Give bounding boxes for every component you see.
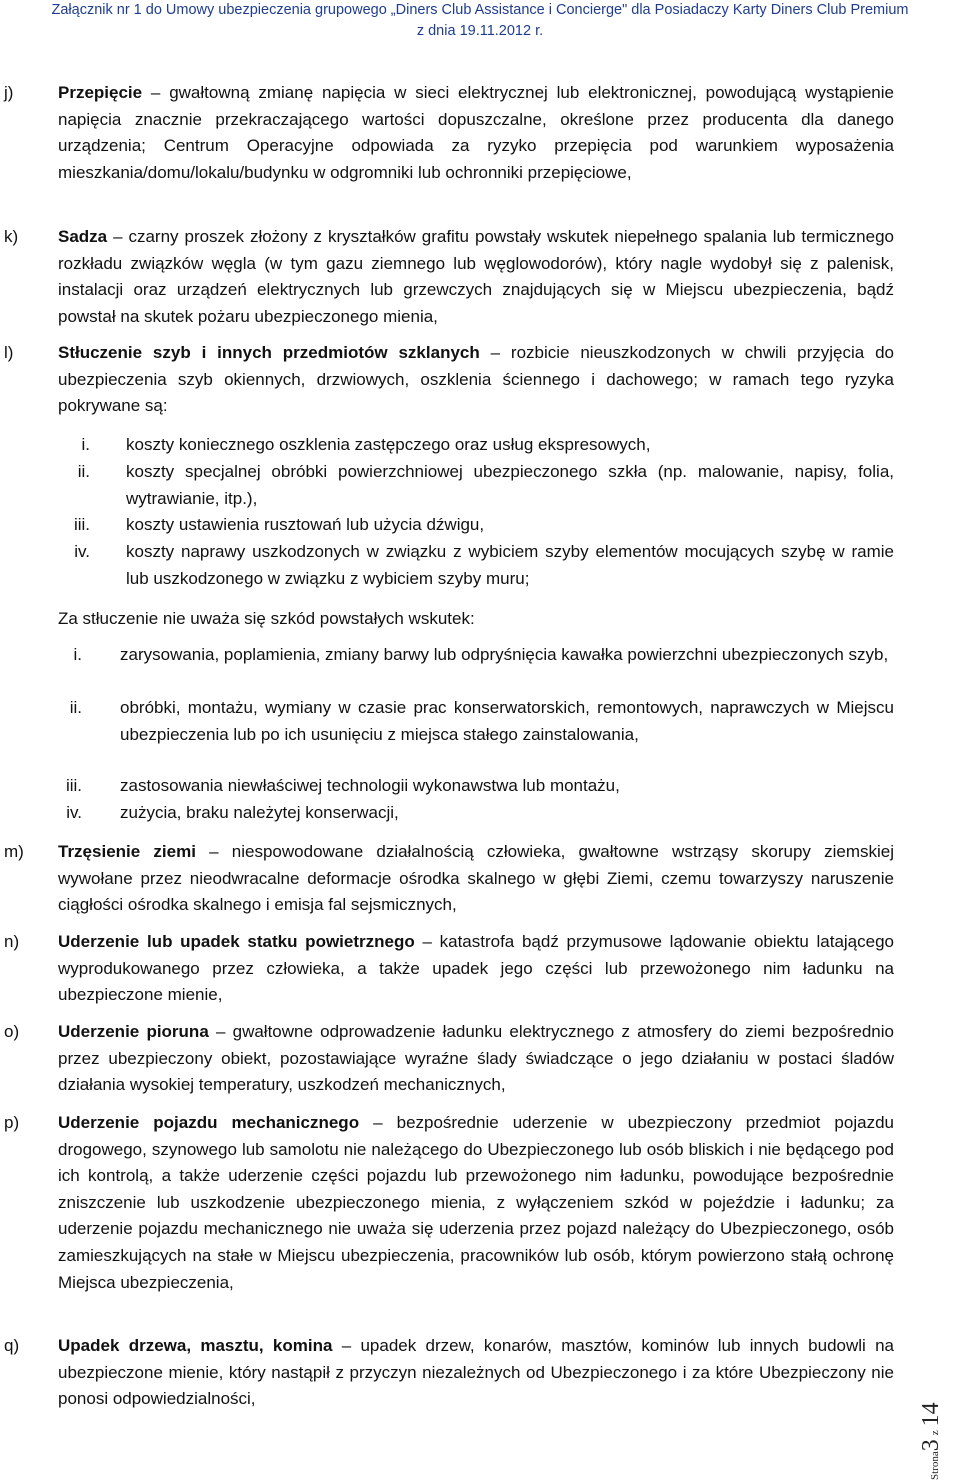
definition-term: Uderzenie lub upadek statku powietrznego (58, 932, 415, 951)
definition-text (58, 1333, 894, 1413)
definition-label: j) (4, 83, 14, 102)
total-pages: 14 (918, 1402, 944, 1427)
header-date: z dnia 19.11.2012 r. (416, 23, 544, 39)
definition-term: Upadek drzewa, masztu, komina (58, 1336, 333, 1355)
list-number: i. (81, 435, 90, 454)
list-text: koszty specjalnej obróbki powierzchniowej ubezpieczonego szkła (np. malowanie, napisy, folia, wytrawianie, itp.), (126, 462, 894, 508)
definition-text (58, 839, 894, 919)
definition-label: n) (4, 932, 20, 951)
definition-text (58, 80, 894, 186)
list-text: zużycia, braku należytej konserwacji, (120, 803, 399, 822)
page-number (918, 1260, 960, 1480)
definition-text (58, 1019, 894, 1099)
definition-body: – rozbicie nieuszkodzonych w chwili przyjęcia do ubezpieczenia szyb okiennych, drzwiowych, oszklenia ściennego i dachowego; w ramach tego ryzyka pokrywane są: (58, 343, 894, 416)
definition-label: l) (4, 343, 14, 362)
document-header (0, 0, 960, 42)
definition-body: – katastrofa bądź przymusowe lądowanie obiektu latającego wyprodukowanego przez człowieka, a także upadek jego części lub przewożonego nim ładunku na ubezpieczone mienie, (58, 932, 894, 1005)
definition-label: m) (4, 842, 24, 861)
definition-text (58, 929, 894, 1009)
definition-body: – czarny proszek złożony z kryształków grafitu powstały wskutek niepełnego spalania lub termicznego rozkładu związków węgla (w tym gazu ziemnego lub węglowodorów), który nagle wydobył się z palenisk, instalacji oraz urządzeń elektrycznych lub grzewczych znajdujących się w Miejscu ubezpieczenia, bądź powstał na skutek pożaru ubezpieczonego mienia, (58, 227, 894, 326)
list-text: obróbki, montażu, wymiany w czasie prac konserwatorskich, remontowych, naprawczych w Miejscu ubezpieczenia lub po ich usunięciu z miejsca stałego zainstalowania, (120, 698, 894, 744)
list-text: zastosowania niewłaściwej technologii wykonawstwa lub montażu, (120, 776, 620, 795)
definition-label: p) (4, 1113, 20, 1132)
definition-text (58, 224, 894, 330)
definition-term: Sadza (58, 227, 108, 246)
list-number: iv. (74, 542, 90, 561)
list-text: zarysowania, poplamienia, zmiany barwy lub odpryśnięcia kawałka powierzchni ubezpieczonych szyb, (120, 645, 889, 664)
definition-body: – bezpośrednie uderzenie w ubezpieczony przedmiot pojazdu drogowego, szynowego lub samolotu nie należącego do Ubezpieczonego lub osób bliskich i nie będącego pod ich kontrolą, a także uderzenie części pojazdu lub przewożonego nim ładunku, powodujące bezpośrednie zniszczenie lub uszkodzenie ubezpieczonego mienia, z wyłączeniem szkód w pojeździe i ładunku; za uderzenie pojazdu mechanicznego nie uważa się uderzenia przez pojazd należący do Ubezpieczonego, osób zamieszkujących na stałe w Miejscu ubezpieczenia, pracowników lub osób, którym powierzono stałą ochronę Miejsca ubezpieczenia, (58, 1113, 894, 1292)
definition-body: – niespowodowane działalnością człowieka, gwałtowne wstrząsy skorupy ziemskiej wywołane przez nieodwracalne deformacje ośrodka skalnego w głębi Ziemi, czemu towarzyszy naruszenie ciągłości ośrodka skalnego i emisja fal sejsmicznych, (58, 842, 894, 915)
definition-body: – gwałtowną zmianę napięcia w sieci elektrycznej lub elektronicznej, powodującą wystąpienie napięcia znacznie przekraczającego wartości dopuszczalne, określone przez producenta dla danego urządzenia; Centrum Operacyjne odpowiada za ryzyko przepięcia pod warunkiem wyposażenia mieszkania/domu/lokalu/budynku w odgromniki lub ochronniki przepięciowe, (58, 83, 894, 182)
page-word: Strona (929, 1451, 941, 1480)
list-text: koszty ustawienia rusztowań lub użycia dźwigu, (126, 515, 485, 534)
definition-body: – upadek drzew, konarów, masztów, kominów lub innych budowli na ubezpieczone mienie, który nastąpił z przyczyn niezależnych od Ubezpieczonego i za które Ubezpieczony nie ponosi odpowiedzialności, (58, 1336, 895, 1409)
list-number: iii. (73, 515, 90, 534)
list-number: iii. (65, 776, 82, 795)
definition-text (58, 340, 894, 420)
list-number: ii. (77, 462, 90, 481)
definition-label: o) (4, 1022, 20, 1041)
definition-text (58, 1110, 894, 1296)
definition-term: Uderzenie pioruna (58, 1022, 209, 1041)
definition-term: Uderzenie pojazdu mechanicznego (58, 1113, 360, 1132)
list-text: koszty koniecznego oszklenia zastępczego oraz usług ekspresowych, (126, 435, 651, 454)
definition-term: Stłuczenie szyb i innych przedmiotów szklanych (58, 343, 480, 362)
definition-term: Przepięcie (58, 83, 143, 102)
list-number: i. (73, 645, 82, 664)
definition-label: q) (4, 1336, 20, 1355)
exclusions-intro: Za stłuczenie nie uważa się szkód powstałych wskutek: (58, 609, 475, 628)
current-page: 3 (918, 1439, 944, 1452)
definition-label: k) (4, 227, 19, 246)
list-number: iv. (66, 803, 82, 822)
header-title: Załącznik nr 1 do Umowy ubezpieczenia grupowego „Diners Club Assistance i Concierge" dla Posiadaczy Karty Diners Club Premium (51, 2, 909, 18)
page-of: z (929, 1430, 941, 1436)
definition-body: – gwałtowne odprowadzenie ładunku elektrycznego z atmosfery do ziemi bezpośrednio przez ubezpieczony obiekt, pozostawiające wyraźne ślady świadczące o jego działaniu w postaci śladów działania wysokiej temperatury, uszkodzeń mechanicznych, (58, 1022, 894, 1095)
definition-term: Trzęsienie ziemi (58, 842, 196, 861)
list-text: koszty naprawy uszkodzonych w związku z wybiciem szyby elementów mocujących szybę w ramie lub uszkodzonego w związku z wybiciem szyby muru; (126, 542, 894, 588)
list-number: ii. (69, 698, 82, 717)
